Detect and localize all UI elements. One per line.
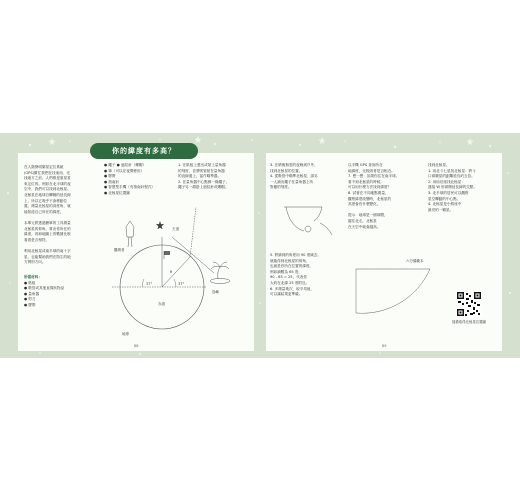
intro-line: (GPS)幫忙我們在找東西、光	[24, 170, 70, 175]
page-number-left: 88	[134, 344, 139, 348]
material-line: ● 剪刀	[24, 297, 36, 302]
step-right-b-line: 可以讓結果更準確。	[270, 292, 303, 297]
compare-line: 地緯度，比較兩者是否相近。	[348, 168, 395, 173]
step-right-b-line: 5. 將讀到的角度用 90 度減去，	[270, 253, 321, 257]
step-right-b-line: 大約在北緯 25 度附近。	[270, 280, 310, 285]
materials-list-continued	[104, 163, 176, 197]
observer-label: 觀測者	[114, 248, 125, 252]
tip-line: 4. 北極星是小熊座中	[428, 202, 462, 207]
steps-text	[178, 163, 252, 191]
intro-line: 利用北極星或南半球的南十字	[24, 248, 71, 253]
intro-line: 北極星的仰角，算出你所在的	[24, 226, 71, 231]
material-line: ● 吸管或其他直筒狀物品	[24, 286, 65, 291]
step-line: 繩子另一端掛上迴紋針或螺帽。	[178, 185, 229, 190]
compare-line: 7. 想一想：如果你住在南半球，	[348, 174, 400, 179]
material-cont-line: ● 筆（可以在夜間使用）	[104, 168, 145, 173]
step-line: 2. 在量角器中心點綁一條繩子，	[178, 179, 230, 184]
compare-line: 以手機 GPS 查詢所在	[348, 163, 383, 167]
book-spread	[0, 133, 520, 358]
tip-line: 口兩顆星的距離延長約五倍。	[428, 174, 475, 179]
tip-line: 連接 W 形兩側延長線的交點。	[428, 185, 477, 190]
compare-line: 可以用什麼方法找到緯度？	[348, 185, 392, 190]
intro-line: 置。測量北極星的高度角，就	[24, 204, 71, 209]
material-line: ● 紙板	[24, 280, 36, 285]
tip-line: 最亮的一顆星。	[428, 207, 454, 212]
intro-line: 找地方之前，人們都是靠星星	[24, 176, 71, 181]
material-cont-line: ● 繩子 ● 迴紋針（螺帽）	[104, 163, 147, 167]
sextant-sketch	[280, 199, 340, 243]
intro-line: 看看是否相符。	[24, 237, 50, 242]
step-right-line: 找到北極星的位置。	[270, 168, 303, 173]
step-line: 的直線邊上，當作瞄準器。	[178, 174, 222, 179]
materials-section	[24, 275, 100, 309]
step-right-b-line: 90 - 65 = 25，代表你	[270, 275, 307, 280]
intro-line: 北極星在地球自轉軸的延長線	[24, 192, 71, 197]
tips-text	[428, 163, 500, 213]
compare-line: 高度會有什麼變化。	[348, 202, 381, 207]
horizon-line	[172, 237, 214, 273]
step-right-b-line: 6. 多測量幾次，取平均值，	[270, 286, 315, 291]
intro-line: 能知道自己所在的緯度。	[24, 209, 64, 214]
palm-tree-icon	[211, 262, 229, 279]
compare-line: 觀察緯度改變時，北極星的	[348, 196, 392, 201]
left-page	[18, 147, 254, 351]
step-right-b-line: 也就是你所在位置的緯度。	[270, 264, 314, 269]
compare-line: 8. 試著在不同地點測量，	[348, 190, 389, 195]
material-cont-line: ● 北極星位置圖	[104, 190, 130, 195]
protractor-template	[352, 265, 434, 317]
intro-line: 來定位的。例如在北半球的夜	[24, 181, 71, 186]
intro-line: 本單元將透過簡單的工具測量	[24, 220, 71, 225]
tip-line: 星空轉動的中心點。	[428, 196, 461, 201]
weight-icon	[305, 226, 311, 232]
material-line: ● 量角器	[24, 291, 40, 296]
material-cont-line: ● 指南針	[104, 179, 120, 184]
material-cont-line: ● 膠帶	[104, 174, 116, 179]
step-line: 1. 在紙板上畫出或貼上量角器	[178, 163, 226, 167]
observer-person-icon	[126, 221, 134, 237]
step-right-line: 對應的刻度。	[270, 185, 292, 190]
compare-line: 看不到北極星的時候，	[348, 179, 384, 184]
island-icon	[210, 279, 230, 284]
flag-icon	[164, 251, 170, 255]
step-line: 的刻度，並將吸管黏在量角器	[178, 168, 225, 173]
qr-code[interactable]	[456, 291, 482, 317]
intro-text	[24, 165, 100, 266]
compare-line: 越往北走，北極星	[348, 218, 377, 223]
tip-line: 2. 用仙后座找北極星：	[428, 179, 465, 184]
tip-line: 1. 用北斗七星找北極星：將斗	[428, 168, 476, 173]
tip-line: 3. 北半球的居民可以觀察	[428, 190, 469, 195]
angle-b-label: 37°	[178, 282, 185, 286]
steps-text-right	[270, 163, 346, 191]
intro-line: 方辨別方向。	[24, 260, 46, 265]
protractor-label: 六分儀範本	[406, 259, 424, 263]
observer-radius	[162, 257, 190, 287]
page-number-right: 89	[382, 344, 387, 348]
page-title: 你的緯度有多高？	[90, 143, 198, 159]
zenith-label: 天頂	[172, 227, 179, 231]
intro-line: 緯度，再和地圖上的數據比較	[24, 232, 71, 237]
step-right-b-line: 就能得到北極星的仰角，	[270, 258, 310, 263]
intro-line: 上，所以它幾乎不會移動位	[24, 198, 68, 203]
compare-line: 在天空中就會越高。	[348, 224, 381, 229]
intro-line: 空中，我們可以找到北極星。	[24, 187, 71, 192]
zenith-line	[190, 207, 196, 257]
step-right-b-line: 例如讀數為 65 度，	[270, 269, 303, 274]
material-line: ● 膠帶	[24, 302, 36, 307]
polaris-star-icon	[156, 221, 164, 229]
intro-line: 星，也能幫助我們在陌生的地	[24, 254, 71, 259]
latitude-diagram	[102, 195, 252, 343]
equator-label: 赤道	[158, 302, 165, 306]
step-right-line: 一人讀出繩子在量角器上所	[270, 179, 314, 184]
intro-line: 在人類發明衛星定位系統	[24, 165, 64, 169]
earth-label: 地球	[122, 332, 129, 336]
island-label: 島嶼	[212, 290, 219, 294]
steps-text-right-b	[270, 253, 346, 298]
compare-text	[348, 163, 426, 230]
angle-a-label: 37°	[146, 282, 153, 286]
compare-line: 提示：地球是一個球體，	[348, 213, 388, 218]
material-cont-line: ● 智慧型手機（有指南針程式）	[104, 185, 155, 190]
step-right-line: 4. 從吸管中瞄準北極星，請另	[270, 174, 318, 179]
right-page	[266, 153, 502, 351]
tip-line: 找到北極星。	[428, 163, 450, 167]
step-right-line: 3. 在晴朗無雲的夜晚到戶外，	[270, 163, 318, 167]
qr-caption: 掃描取得北極星位置圖	[452, 320, 486, 324]
theta-label: θ	[170, 270, 173, 274]
materials-title: 所需材料：	[24, 275, 42, 279]
